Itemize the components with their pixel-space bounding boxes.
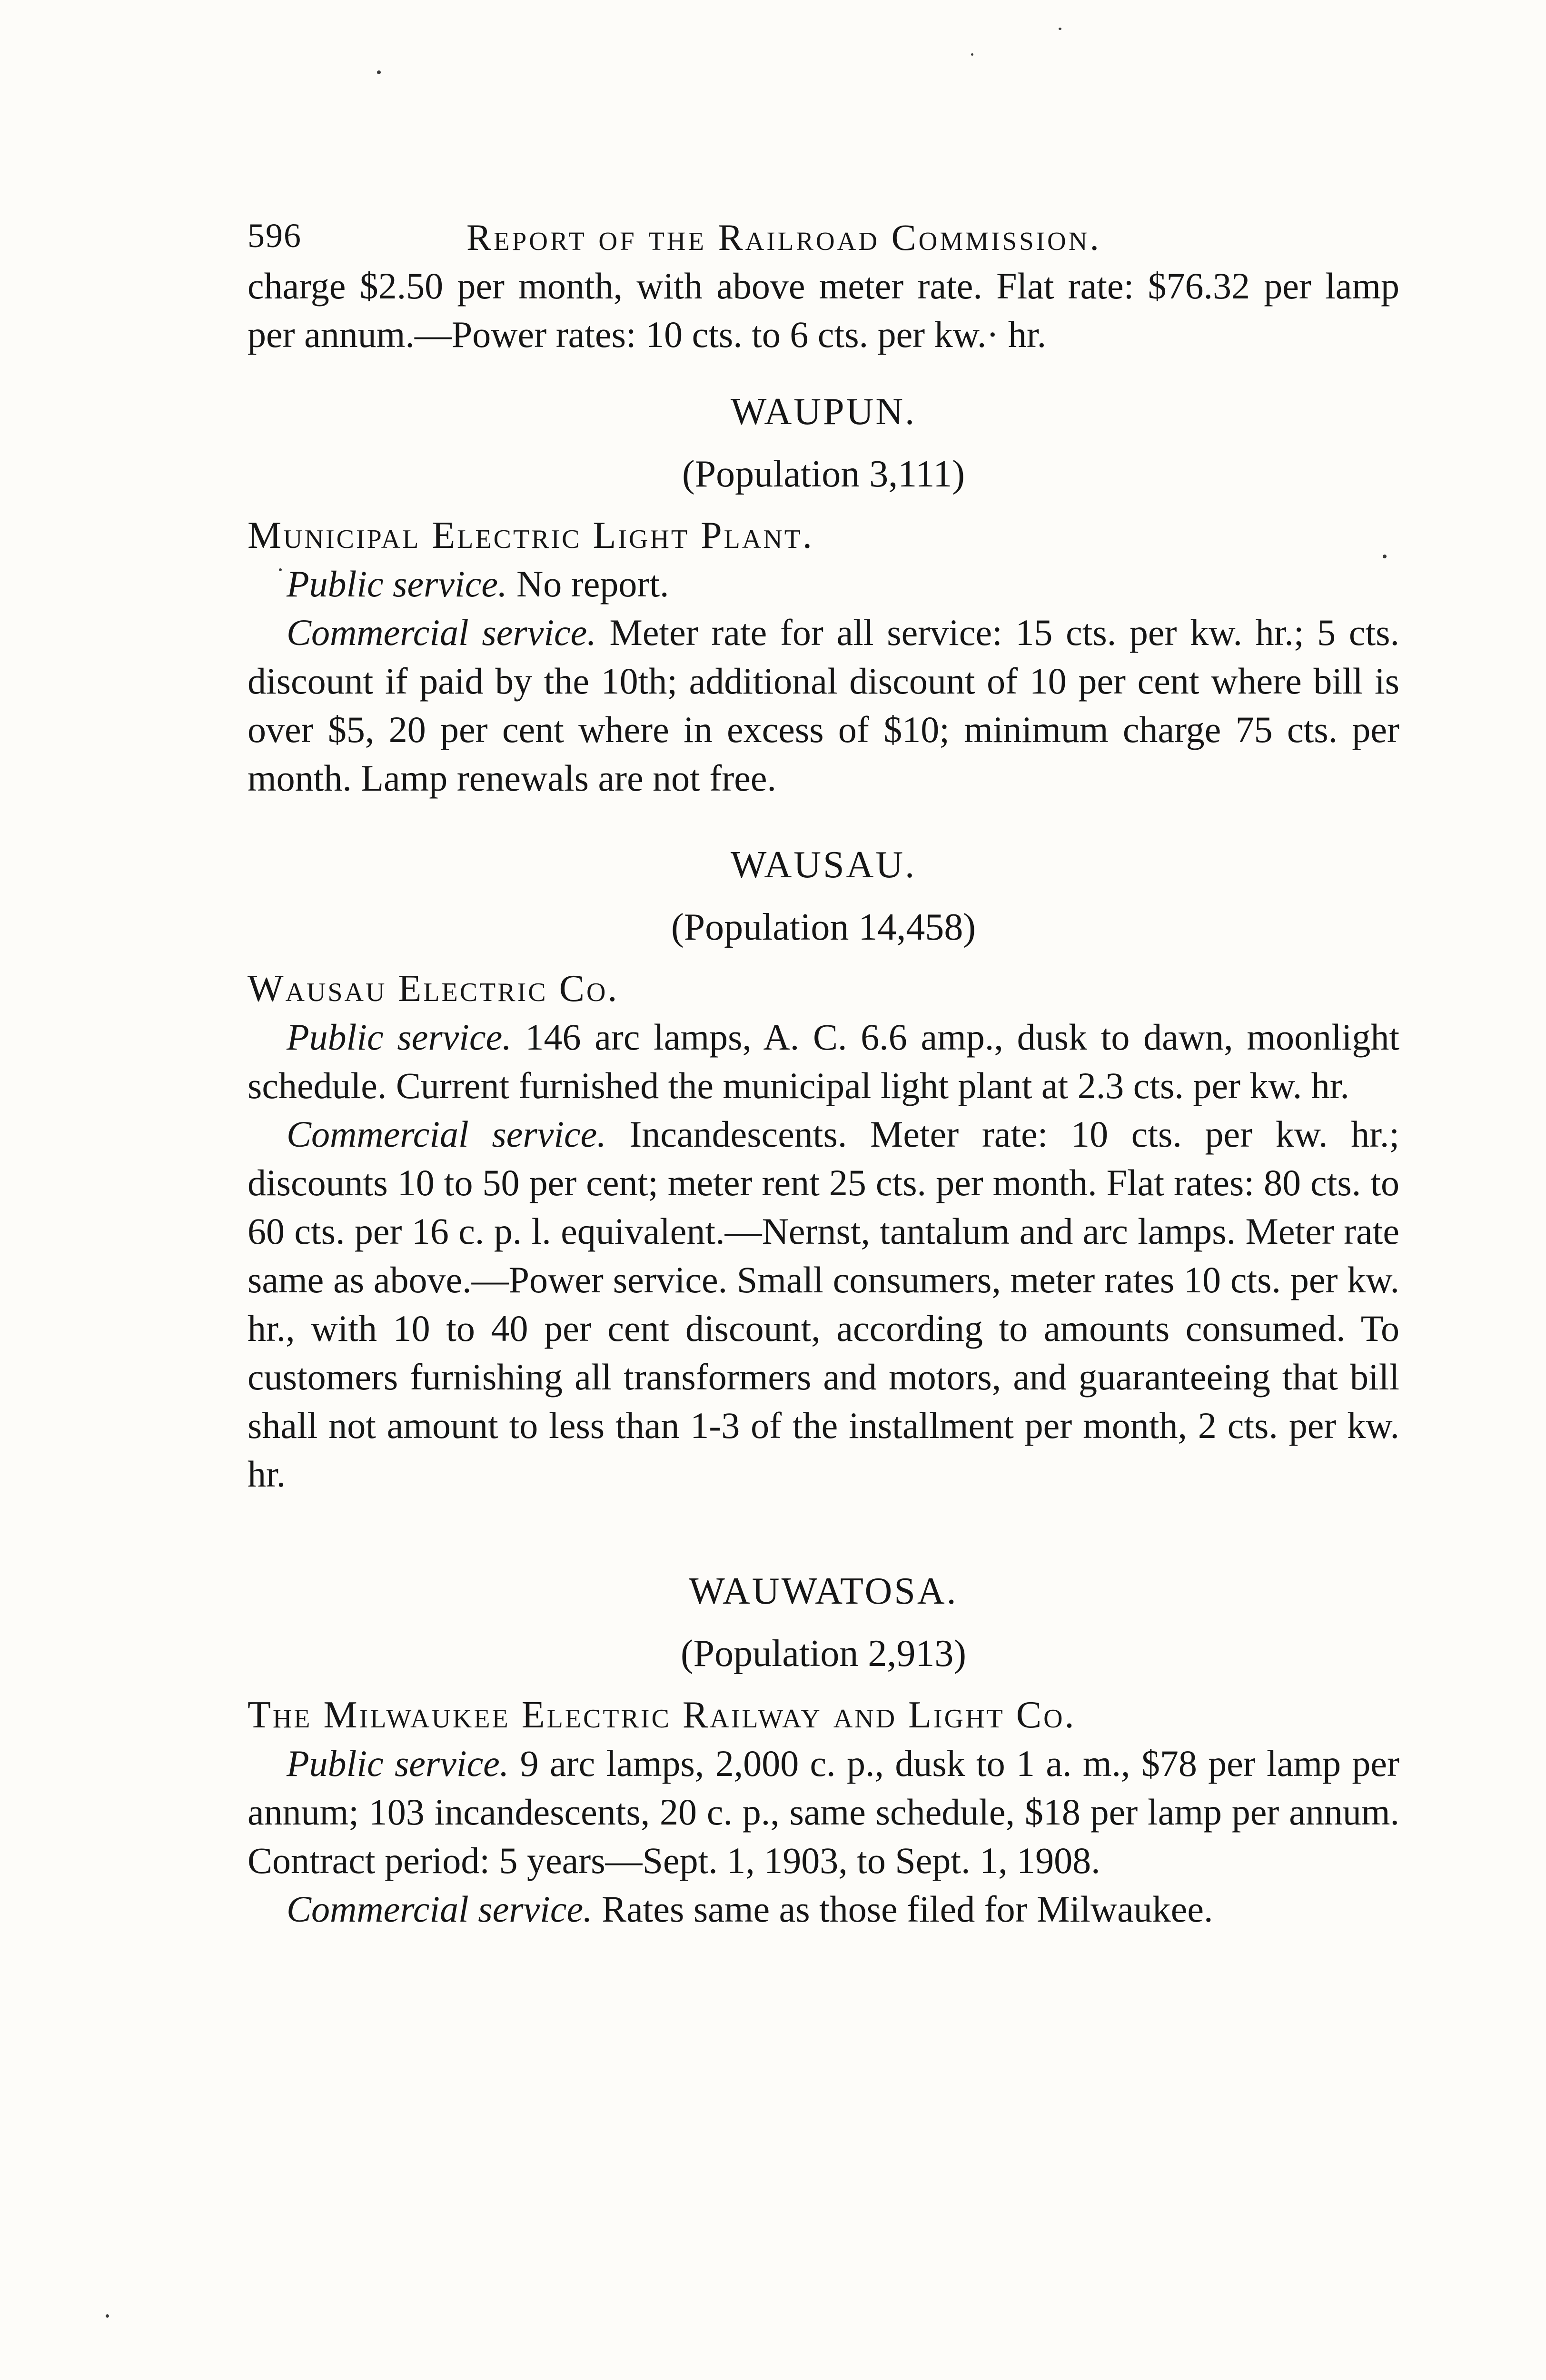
service-text: Meter rate for all service: 15 cts. per kw. hr.; 5 cts. discount if paid by the 10th; additional discount of 10 per cent where bill is over $5, 20 per cent where in excess of $10; minimum charge 75 cts. per month. Lamp renewals are not free. bbox=[248, 612, 1400, 799]
population-line: (Population 14,458) bbox=[671, 906, 976, 948]
running-header bbox=[248, 209, 1399, 262]
service-label: Commercial service. bbox=[287, 1888, 593, 1930]
company-name: Wausau Electric Co. bbox=[248, 968, 619, 1010]
scan-speck bbox=[377, 70, 381, 74]
commercial-service-paragraph bbox=[248, 1885, 1399, 1934]
service-text: Incandescents. Meter rate: 10 cts. per kw. hr.; discounts 10 to 50 per cent; meter rent 25 cts. per month. Flat rates: 80 cts. to 60 cts. per 16 c. p. l. equivalent.—Nernst, tantalum and arc lamps. Meter rate same as above.—Power service. Small consumers, meter rates 10 cts. per kw. hr., with 10 to 40 per cent discount, according to amounts consumed. To customers furnishing all transformers and motors, and guaranteeing that bill shall not amount to less than 1-3 of the installment per month, 2 cts. per kw. hr. bbox=[248, 1113, 1399, 1495]
town-heading: WAUWATOSA. bbox=[689, 1570, 958, 1612]
population-line: (Population 2,913) bbox=[681, 1633, 966, 1675]
scan-speck bbox=[1059, 28, 1061, 30]
company-name: Municipal Electric Light Plant. bbox=[248, 515, 814, 556]
town-heading: WAUPUN. bbox=[730, 391, 917, 433]
document-page bbox=[248, 209, 1399, 1934]
scan-speck bbox=[106, 2314, 109, 2318]
company-name: The Milwaukee Electric Railway and Light Co. bbox=[248, 1694, 1076, 1736]
section-wausau bbox=[248, 843, 1399, 1498]
service-label: Commercial service. bbox=[287, 612, 596, 653]
scan-speck bbox=[1383, 555, 1387, 558]
scan-speck bbox=[971, 53, 973, 56]
public-service-paragraph bbox=[248, 1013, 1399, 1110]
service-text: 9 arc lamps, 2,000 c. p., dusk to 1 a. m., $78 per lamp per annum; 103 incandescents, 20 c. p., same schedule, $18 per lamp per annum. Contract period: 5 years—Sept. 1, 1903, to Sept. 1, 1908. bbox=[248, 1743, 1399, 1881]
population-line: (Population 3,111) bbox=[682, 453, 965, 495]
commercial-service-paragraph bbox=[248, 608, 1399, 803]
page-number: 596 bbox=[248, 217, 302, 255]
service-label: Public service. bbox=[287, 1743, 509, 1784]
town-heading: WAUSAU. bbox=[730, 844, 917, 886]
service-label: Commercial service. bbox=[287, 1113, 606, 1155]
service-text: 146 arc lamps, A. C. 6.6 amp., dusk to dawn, moonlight schedule. Current furnished the municipal light plant at 2.3 cts. per kw. hr. bbox=[248, 1016, 1399, 1106]
section-wauwatosa bbox=[248, 1570, 1399, 1934]
public-service-paragraph bbox=[248, 1739, 1399, 1885]
commercial-service-paragraph bbox=[248, 1110, 1399, 1498]
scan-speck bbox=[279, 568, 282, 571]
running-title: Report of the Railroad Commission. bbox=[466, 217, 1101, 258]
service-text: No report. bbox=[507, 563, 669, 605]
service-label: Public service. bbox=[287, 1016, 512, 1058]
section-waupun bbox=[248, 390, 1399, 803]
public-service-paragraph bbox=[248, 560, 1399, 608]
continuation-paragraph: charge $2.50 per month, with above meter rate. Flat rate: $76.32 per lamp per annum.—Power rates: 10 cts. to 6 cts. per kw.· hr. bbox=[248, 265, 1399, 355]
service-label: Public service. bbox=[287, 563, 507, 605]
service-text: Rates same as those filed for Milwaukee. bbox=[592, 1888, 1213, 1930]
